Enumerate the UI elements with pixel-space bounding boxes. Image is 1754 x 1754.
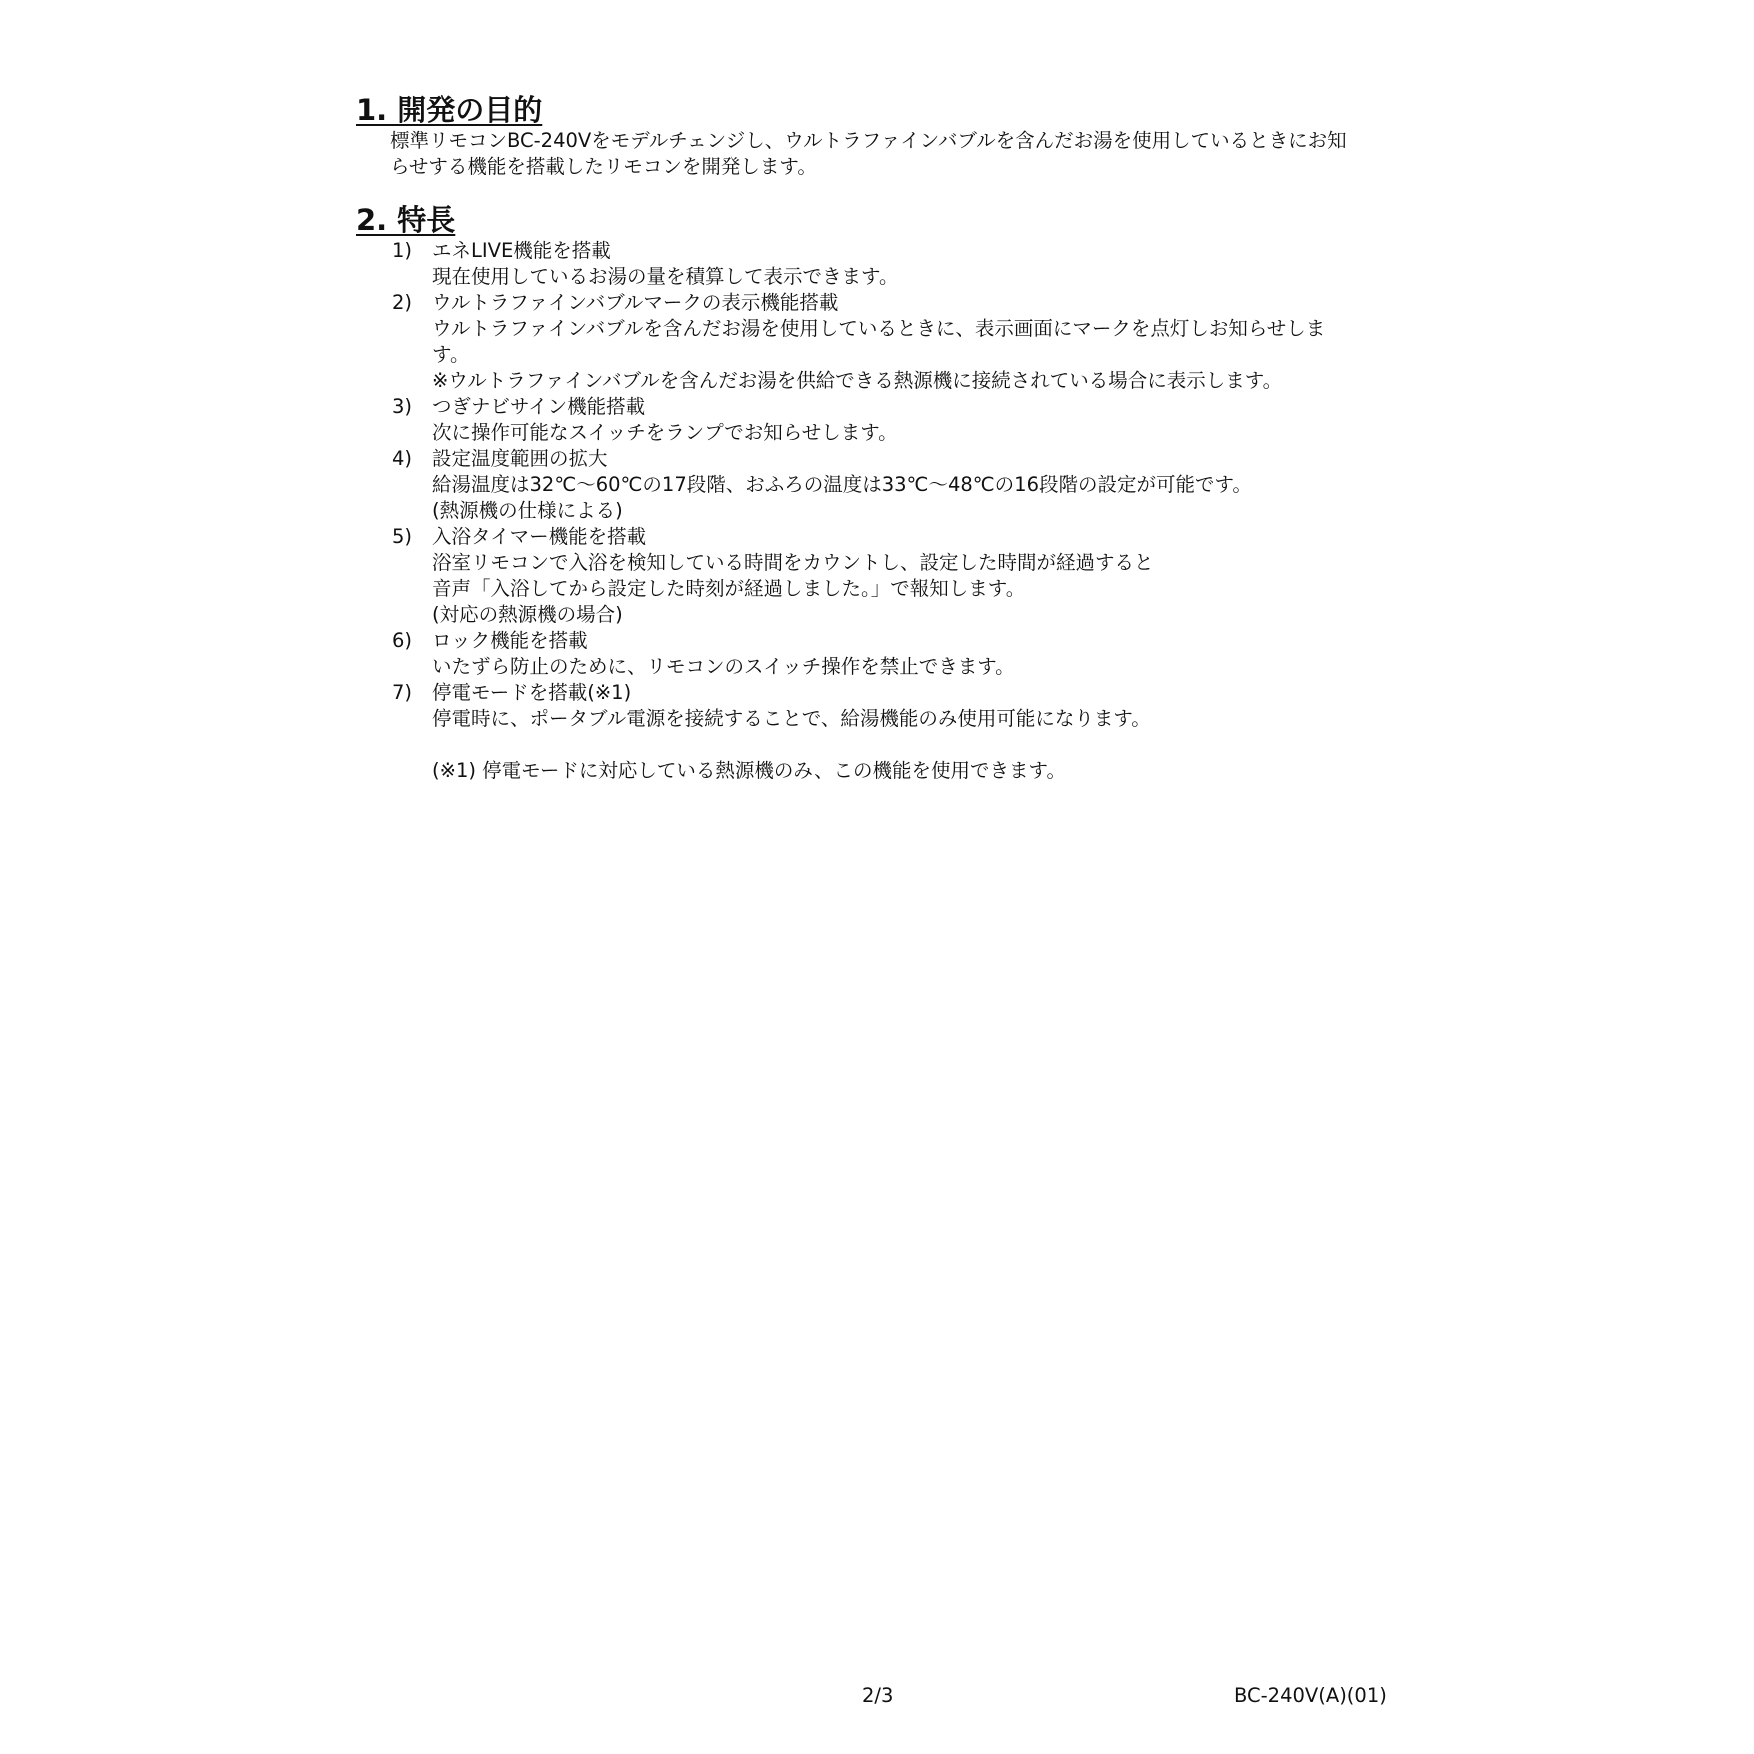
feature-title: エネLIVE機能を搭載: [432, 239, 611, 262]
feature-title: 停電モードを搭載(※1): [432, 681, 632, 704]
feature-description: 音声「入浴してから設定した時刻が経過しました。」で報知します。: [432, 577, 1026, 600]
feature-title: ウルトラファインバブルマークの表示機能搭載: [432, 291, 839, 314]
footnote: (※1) 停電モードに対応している熱源機のみ、この機能を使用できます。: [432, 759, 1066, 782]
feature-remark: (熱源機の仕様による): [432, 499, 623, 522]
feature-title: つぎナビサイン機能搭載: [432, 395, 646, 418]
feature-item: [356, 446, 1416, 524]
feature-description: す。: [432, 343, 470, 366]
feature-item: [356, 394, 1416, 446]
purpose-line: らせする機能を搭載したリモコンを開発します。: [390, 155, 817, 178]
feature-item: [356, 628, 1416, 680]
feature-number: 4): [392, 447, 413, 470]
feature-title: ロック機能を搭載: [432, 629, 588, 652]
feature-number: 5): [392, 525, 413, 548]
feature-item: [356, 680, 1416, 732]
feature-description: ウルトラファインバブルを含んだお湯を使用しているときに、表示画面にマークを点灯しお知らせしま: [432, 317, 1326, 340]
page-number: 2/3: [862, 1684, 894, 1707]
feature-description: 給湯温度は32℃〜60℃の17段階、おふろの温度は33℃〜48℃の16段階の設定が可能です。: [432, 473, 1252, 496]
feature-number: 1): [392, 239, 413, 262]
feature-item: [356, 238, 1416, 290]
purpose-paragraph: [390, 128, 1416, 180]
section-heading-purpose: 1. 開発の目的: [356, 93, 543, 127]
feature-title: 入浴タイマー機能を搭載: [432, 525, 647, 548]
feature-remark: (対応の熱源機の場合): [432, 603, 623, 626]
feature-description: 次に操作可能なスイッチをランプでお知らせします。: [432, 421, 898, 444]
feature-description: 現在使用しているお湯の量を積算して表示できます。: [432, 265, 899, 288]
feature-title: 設定温度範囲の拡大: [432, 447, 608, 470]
feature-number: 7): [392, 681, 413, 704]
document-content: [356, 92, 1416, 784]
feature-number: 6): [392, 629, 413, 652]
section-heading-features: 2. 特長: [356, 203, 456, 237]
feature-number: 3): [392, 395, 413, 418]
feature-description: 停電時に、ポータブル電源を接続することで、給湯機能のみ使用可能になります。: [432, 707, 1151, 730]
feature-item: [356, 290, 1416, 394]
feature-list: [356, 238, 1416, 732]
feature-description: 浴室リモコンで入浴を検知している時間をカウントし、設定した時間が経過すると: [432, 551, 1154, 574]
purpose-line: 標準リモコンBC-240Vをモデルチェンジし、ウルトラファインバブルを含んだお湯を使用しているときにお知: [390, 129, 1347, 152]
feature-description: いたずら防止のために、リモコンのスイッチ操作を禁止できます。: [432, 655, 1015, 678]
feature-number: 2): [392, 291, 413, 314]
feature-remark: ※ウルトラファインバブルを含んだお湯を供給できる熱源機に接続されている場合に表示します。: [432, 369, 1283, 392]
feature-item: [356, 524, 1416, 628]
document-code: BC-240V(A)(01): [1234, 1684, 1387, 1707]
